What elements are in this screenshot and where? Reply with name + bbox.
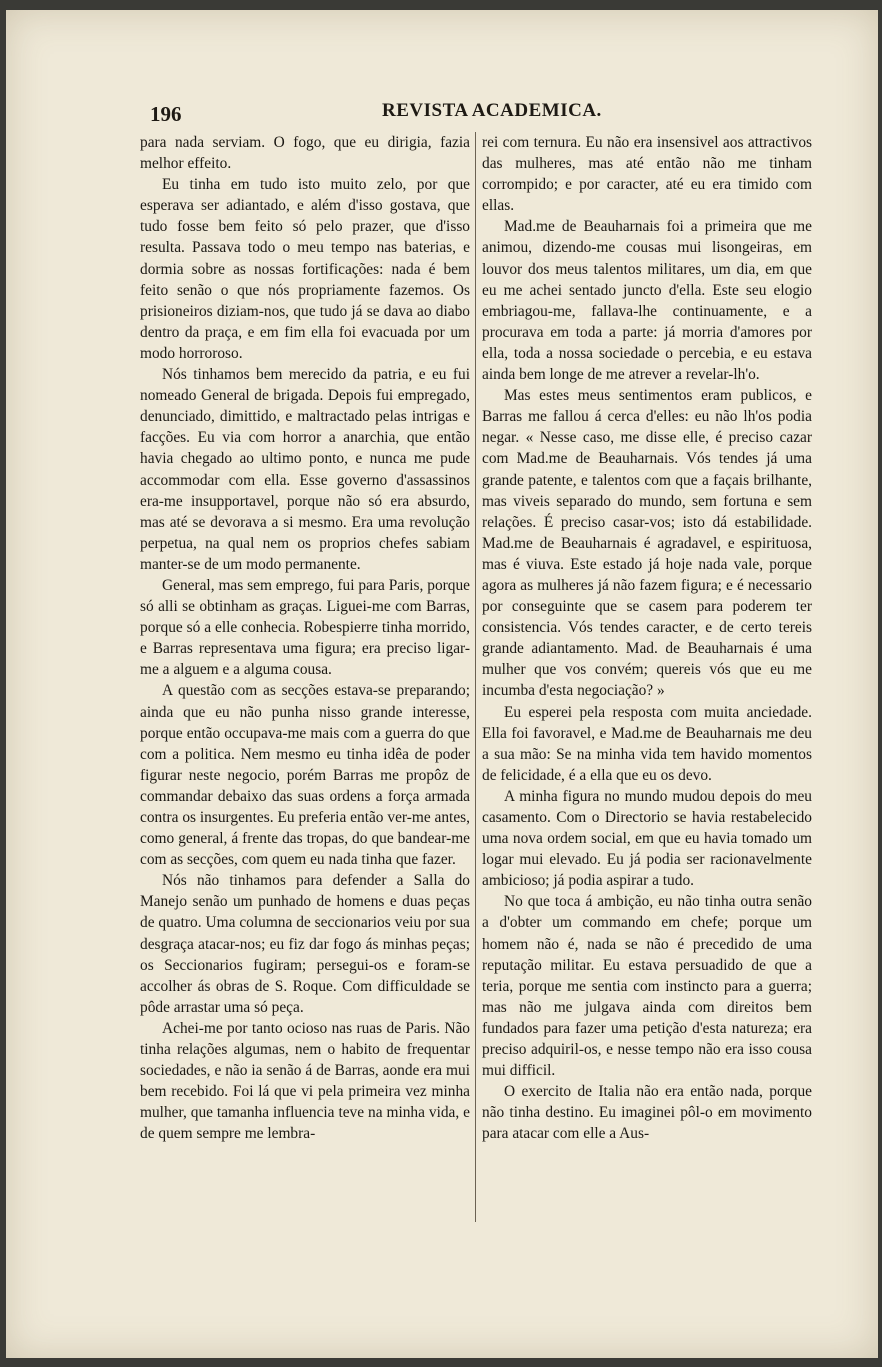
paragraph: para nada serviam. O fogo, que eu dirigia, fazia melhor effeito.	[140, 134, 470, 173]
column-divider	[475, 132, 476, 1222]
paragraph: General, mas sem emprego, fui para Paris, porque só alli se obtinham as graças. Liguei-me com Barras, porque só a elle conhecia. Robespierre tinha morrido, e Barras representava uma figura; era preciso ligar-me a alguem e a alguma cousa.	[140, 576, 470, 679]
paragraph: Eu esperei pela resposta com muita anciedade. Ella foi favoravel, e Mad.me de Beauharnais me deu a sua mão: Se na minha vida tem havido momentos de felicidade, é a ella que eu os devo.	[482, 703, 812, 784]
paragraph: Nós não tinhamos para defender a Salla do Manejo senão um punhado de homens e duas peças de quatro. Uma columna de seccionarios veiu por sua desgraça atacar-nos; eu fiz dar fogo ás minhas peças; os Seccionarios fugiram; persegui-os e foram-se accolher ás obras de S. Roque. Com difficuldade se pôde arrastar uma só peça.	[140, 872, 470, 1016]
paragraph: Mas estes meus sentimentos eram publicos, e Barras me fallou á cerca d'elles: eu não lh'os podia negar. « Nesse caso, me disse elle, é preciso cazar com Mad.me de Beauharnais. Vós tendes já uma grande patente, e talentos com que a façais brilhante, mas viveis separado do mundo, sem fortuna e sem relações. É preciso casar-vos; isto dá estabilidade. Mad.me de Beauharnais é agradavel, e espirituosa, mas é viuva. Este estado já hoje nada vale, porque agora as mulheres já não fazem figura; e é necessario por conseguinte que se casem para poderem ter consistencia. Vós tendes caracter, e de certo tereis grande adiantamento. Mad. de Beauharnais é uma mulher que vos convém; quereis vós que eu me incumba d'esta negociação? »	[482, 387, 812, 700]
left-column	[140, 132, 470, 1145]
page-number: 196	[150, 102, 182, 126]
paragraph: Mad.me de Beauharnais foi a primeira que me animou, dizendo-me cousas mui lisongeiras, em louvor dos meus talentos militares, um dia, em que eu me achei sentado juncto d'ella. Este seu elogio embriagou-me, fallava-lhe continuamente, e a procurava em toda a parte: já morria d'amores por ella, toda a nossa sociedade o percebia, e eu estava ainda bem longe de me atrever a revelar-lh'o.	[482, 218, 812, 384]
journal-title: REVISTA ACADEMICA.	[382, 100, 602, 121]
paragraph: rei com ternura. Eu não era insensivel aos attractivos das mulheres, mas até então não me tinham corrompido; e por caracter, até eu era timido com ellas.	[482, 134, 812, 215]
paragraph: O exercito de Italia não era então nada, porque não tinha destino. Eu imaginei pôl-o em movimento para atacar com elle a Aus-	[482, 1083, 812, 1143]
paragraph: Achei-me por tanto ocioso nas ruas de Paris. Não tinha relações algumas, nem o habito de frequentar sociedades, e não ia senão á de Barras, aonde era mui bem recebido. Foi lá que vi pela primeira vez minha mulher, que tamanha influencia teve na minha vida, e de quem sempre me lembra-	[140, 1019, 470, 1143]
right-column	[482, 132, 812, 1145]
paragraph: A questão com as secções estava-se preparando; ainda que eu não punha nisso grande interesse, porque então occupava-me mais com a guerra do que com a politica. Nem mesmo eu tinha idêa de poder figurar neste negocio, porém Barras me propôz de commandar debaixo das suas ordens a força armada contra os insurgentes. Eu preferia então ver-me antes, como general, á frente das tropas, do que bandear-me com as secções, com quem eu nada tinha que fazer.	[140, 682, 470, 869]
paragraph: A minha figura no mundo mudou depois do meu casamento. Com o Directorio se havia restabelecido uma nova ordem social, em que eu havia tomado um logar mui elevado. Eu já podia ser racionavelmente ambicioso; já podia aspirar a tudo.	[482, 787, 812, 890]
running-head	[146, 100, 816, 126]
paragraph: Nós tinhamos bem merecido da patria, e eu fui nomeado General de brigada. Depois fui empregado, denunciado, dimittido, e maltractado pelas intrigas e facções. Eu via com horror a anarchia, que então havia chegado ao ultimo ponto, e nunca me pude accommodar com ella. Esse governo d'assassinos era-me insupportavel, porque não só era absurdo, mas até se devorava a si mesmo. Era uma revolução perpetua, na qual nem os proprios chefes sabiam manter-se de um modo permanente.	[140, 366, 470, 573]
paragraph: Eu tinha em tudo isto muito zelo, por que esperava ser adiantado, e além d'isso gostava, que tudo fosse bem feito só pelo prazer, que d'isso resulta. Passava todo o meu tempo nas baterias, e dormia sobre as nossas fortificações: nada é bem feito senão o que nós propriamente fazemos. Os prisioneiros diziam-nos, que tudo já se dava ao diabo dentro da praça, e em fim ella foi evacuada por um modo horroroso.	[140, 176, 470, 362]
paragraph: No que toca á ambição, eu não tinha outra senão a d'obter um commando em chefe; porque um homem não é, nada se não é precedido de uma reputação militar. Eu estava persuadido de que a teria, porque me sentia com instincto para a guerra; mas não me julgava ainda com direitos bem fundados para fazer uma petição d'esta natureza; era preciso adquiril-os, e nesse tempo não era isso cousa mui difficil.	[482, 893, 812, 1080]
